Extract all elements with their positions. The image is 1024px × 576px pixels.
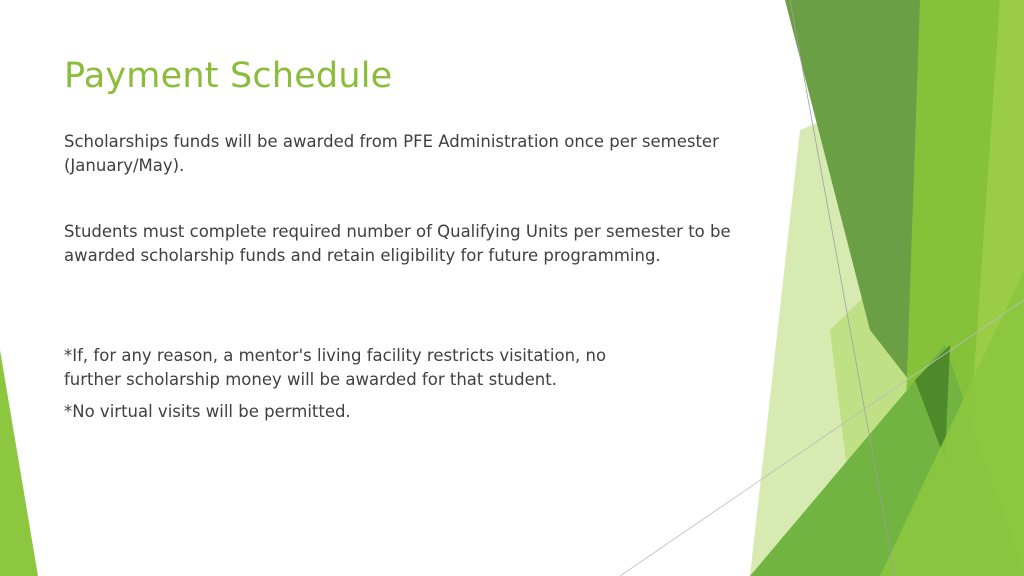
paragraph-virtual-visits-note: *No virtual visits will be permitted. <box>64 402 351 421</box>
facet-left-edge <box>0 350 38 576</box>
slide-title: Payment Schedule <box>64 56 393 96</box>
paragraph-qualifying-units: Students must complete required number of Qualifying Units per semester to be awarded scholarship funds and retain eligibility for future programming. <box>64 222 731 265</box>
paragraph-award-timing: Scholarships funds will be awarded from PFE Administration once per semester (January/May). <box>64 132 719 175</box>
paragraph-visitation-note: *If, for any reason, a mentor's living facility restricts visitation, no further scholarship money will be awarded for that student. <box>64 346 607 389</box>
